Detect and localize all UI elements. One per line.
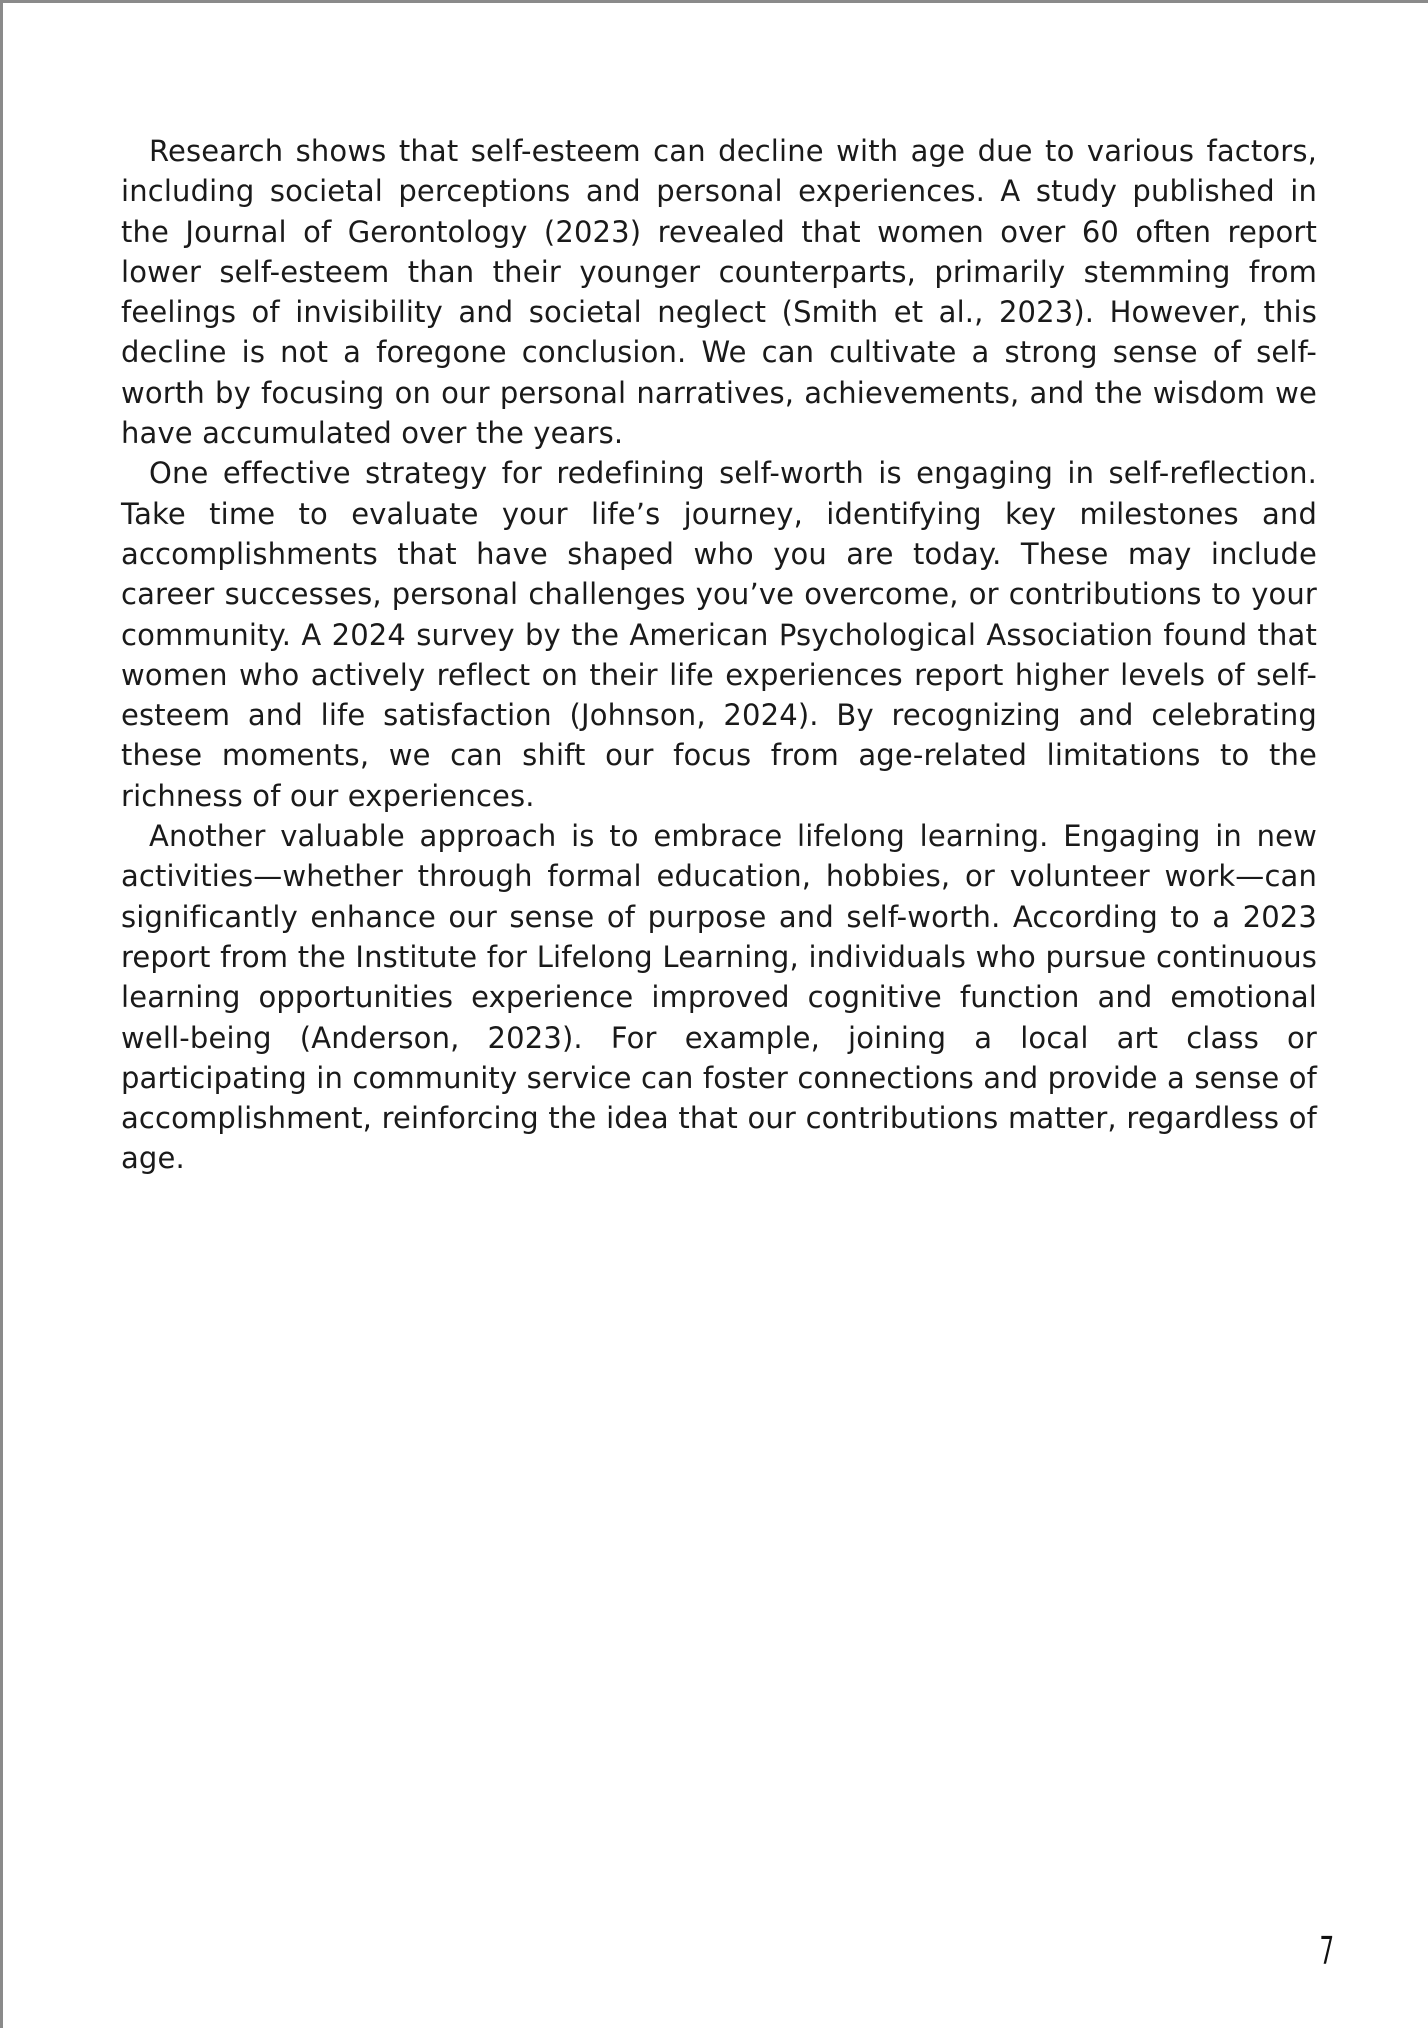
paragraph-self-reflection: One effective strategy for redefining self-worth is engaging in self-reflection. Take time to evaluate your life’s journey, identifying key milestones and accomplishments that have shaped who you are today. These may include career successes, personal challenges you’ve overcome, or contributions to your community. A 2024 survey by the American Psychological Association found that women who actively reflect on their life experiences report higher levels of self-esteem and life satisfaction (Johnson, 2024). By recognizing and celebrating these moments, we can shift our focus from age-related limitations to the richness of our experiences. <box>121 456 1317 813</box>
paragraph-lifelong-learning: Another valuable approach is to embrace lifelong learning. Engaging in new activities—whether through formal education, hobbies, or volunteer work—can significantly enhance our sense of purpose and self-worth. According to a 2023 report from the Institute for Lifelong Learning, individuals who pursue continuous learning opportunities experience improved cognitive function and emotional well-being (Anderson, 2023). For example, joining a local art class or participating in community service can foster connections and provide a sense of accomplishment, reinforcing the idea that our contributions matter, regardless of age. <box>121 819 1317 1176</box>
paragraph-self-esteem-research: Research shows that self-esteem can decline with age due to various factors, including societal perceptions and personal experiences. A study published in the Journal of Gerontology (2023) revealed that women over 60 often report lower self-esteem than their younger counterparts, primarily stemming from feelings of invisibility and societal neglect (Smith et al., 2023). However, this decline is not a foregone conclusion. We can cultivate a strong sense of self-worth by focusing on our personal narratives, achievements, and the wisdom we have accumulated over the years. <box>121 134 1317 451</box>
page-number: 7 <box>1319 1929 1334 1973</box>
body-text <box>121 131 1317 1179</box>
